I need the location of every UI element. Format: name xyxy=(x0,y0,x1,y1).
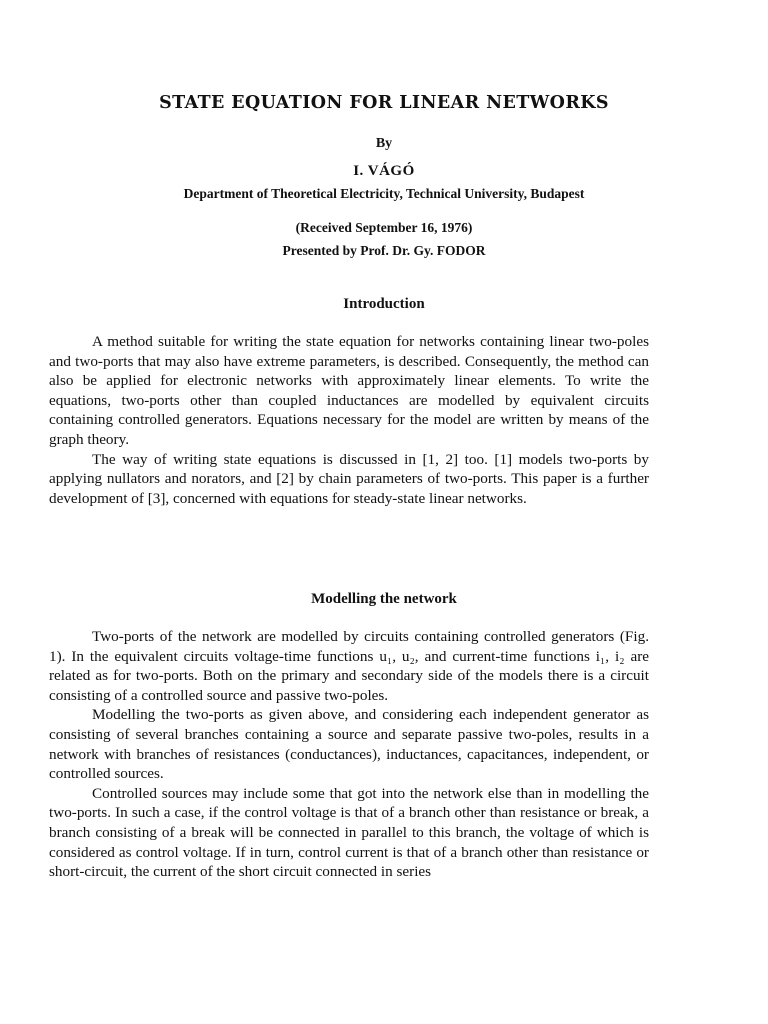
paragraph: Modelling the two-ports as given above, and considering each independent generator as consisting of several branches containing a source and separate passive two-poles, results in a network with branches of resistances (conductances), inductances, capacitances, independent, or controlled sources. xyxy=(49,706,649,783)
author-affiliation: Department of Theoretical Electricity, Technical University, Budapest xyxy=(183,186,585,201)
modelling-body xyxy=(49,627,649,882)
paragraph: Two-ports of the network are modelled by circuits containing controlled generators (Fig. 1). In the equivalent circuits voltage-time functions u₁, u₂, and current-time functions i₁, i₂ are related as for two-ports. Both on the primary and secondary side of the models there is a circuit consisting of a controlled source and passive two-poles. xyxy=(49,628,649,704)
author-name: I. VÁGÓ xyxy=(353,163,415,179)
received-date: (Received September 16, 1976) xyxy=(295,220,473,235)
paragraph: A method suitable for writing the state equation for networks containing linear two-poles and two-ports that may also have extreme parameters, is described. Consequently, the method can also be applied for electronic networks with approximately linear elements. To write the equations, two-ports other than coupled inductances are modelled by equivalent circuits containing controlled generators. Equations necessary for the model are written by means of the graph theory. xyxy=(49,333,649,448)
byline-label: By xyxy=(375,136,393,151)
paragraph: The way of writing state equations is discussed in [1, 2] too. [1] models two-ports by applying nullators and norators, and [2] by chain parameters of two-ports. This paper is a further development of [3], concerned with equations for steady-state linear networks. xyxy=(49,450,649,507)
presented-by: Presented by Prof. Dr. Gy. FODOR xyxy=(282,243,486,258)
section-heading-modelling: Modelling the network xyxy=(311,591,457,607)
section-heading-introduction: Introduction xyxy=(343,296,425,312)
introduction-body xyxy=(49,332,649,508)
paragraph: Controlled sources may include some that got into the network else than in modelling the two-ports. In such a case, if the control voltage is that of a branch other than resistance or break, a branch consisting of a break will be connected in parallel to this branch, the voltage of which is considered as control voltage. If in turn, control current is that of a branch other than resistance or short-circuit, the current of the short circuit connected in series xyxy=(49,784,649,881)
paper-title: STATE EQUATION FOR LINEAR NETWORKS xyxy=(159,93,609,113)
